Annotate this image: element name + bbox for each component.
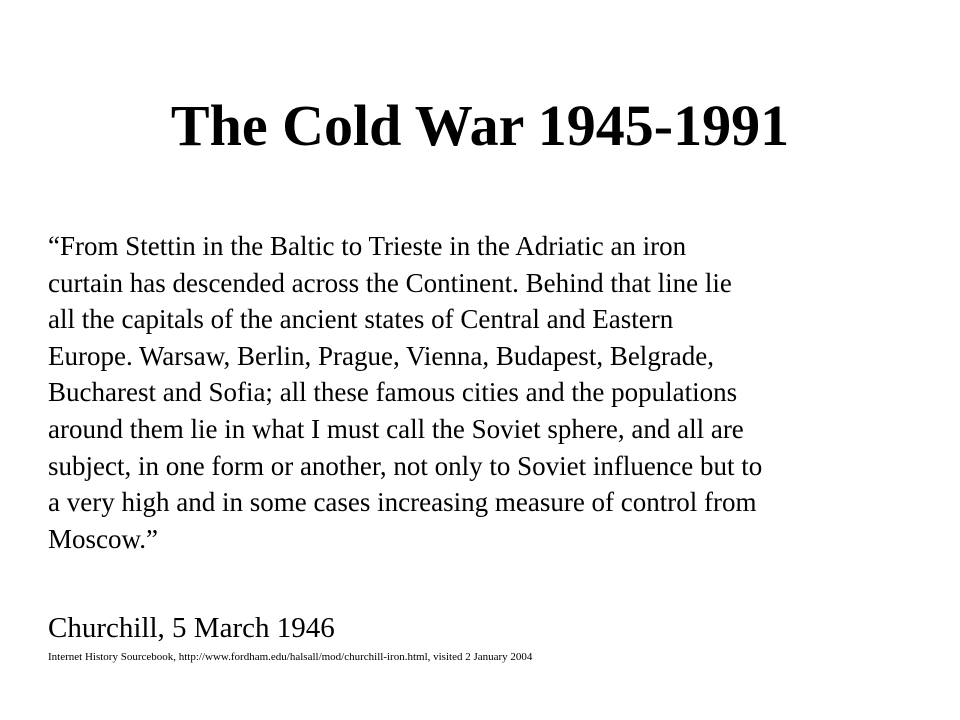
quote-line: around them lie in what I must call the Soviet sphere, and all are xyxy=(48,413,744,444)
quote-line: “From Stettin in the Baltic to Trieste in the Adriatic an iron xyxy=(48,231,687,261)
quote-line: subject, in one form or another, not only to Soviet influence but to xyxy=(48,450,763,481)
quote-line: Bucharest and Sofia; all these famous cities and the populations xyxy=(48,377,738,408)
source-citation: Internet History Sourcebook, http://www.fordham.edu/halsall/mod/churchill-iron.html, visited 2 January 2004 xyxy=(48,651,533,663)
quote-line: a very high and in some cases increasing measure of control from xyxy=(48,487,757,518)
quote-line: Europe. Warsaw, Berlin, Prague, Vienna, Budapest, Belgrade, xyxy=(48,340,715,371)
quote-line: all the capitals of the ancient states of Central and Eastern xyxy=(48,304,674,335)
quote-attribution: Churchill, 5 March 1946 xyxy=(48,612,335,644)
quote-line: curtain has descended across the Continent. Behind that line lie xyxy=(48,267,732,298)
slide-title: The Cold War 1945-1991 xyxy=(170,93,790,158)
quote-line: Moscow.” xyxy=(48,523,158,554)
churchill-quote xyxy=(48,228,918,557)
